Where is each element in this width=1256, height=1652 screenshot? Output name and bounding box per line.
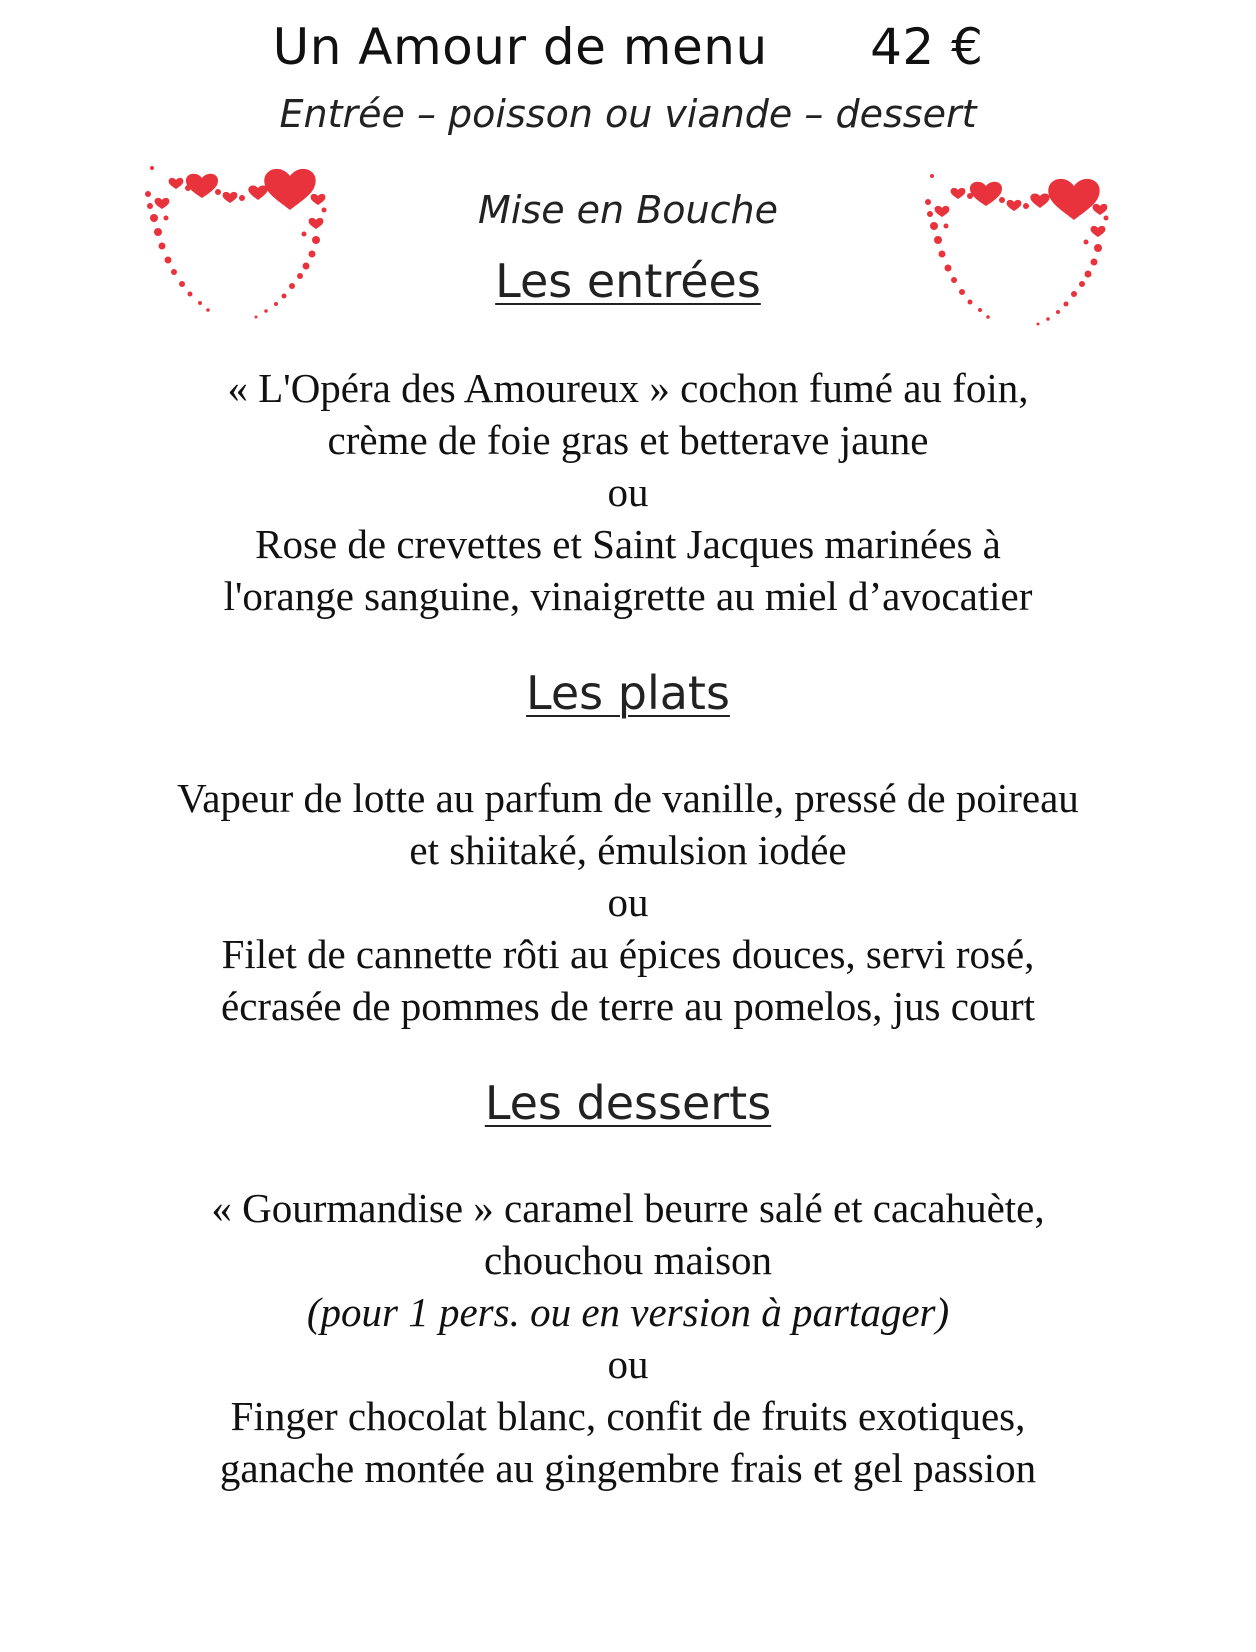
list-item: Rose de crevettes et Saint Jacques marinées à: [255, 521, 1001, 567]
list-item: ganache montée au gingembre frais et gel passion: [219, 1445, 1037, 1491]
desserts-list: [0, 1182, 1256, 1494]
plats-list: [0, 772, 1256, 1032]
list-item: « Gourmandise » caramel beurre salé et cacahuète,: [211, 1185, 1045, 1231]
entrees-heading-text: Les entrées: [495, 254, 761, 308]
menu-title: Un Amour de menu: [272, 18, 768, 76]
list-item: ou: [607, 879, 649, 925]
plats-heading: [0, 666, 1256, 720]
list-item: ou: [607, 1341, 649, 1387]
plats-heading-text: Les plats: [526, 666, 730, 720]
list-item: « L'Opéra des Amoureux » cochon fumé au foin,: [227, 365, 1029, 411]
menu-subtitle: Entrée – poisson ou viande – dessert: [279, 92, 977, 136]
list-item: et shiitaké, émulsion iodée: [409, 827, 847, 873]
list-item: Vapeur de lotte au parfum de vanille, pressé de poireau: [177, 775, 1079, 821]
list-item: (pour 1 pers. ou en version à partager): [306, 1289, 950, 1335]
entrees-heading: [0, 254, 1256, 308]
list-item: Filet de cannette rôti au épices douces, servi rosé,: [221, 931, 1035, 977]
list-item: chouchou maison: [483, 1237, 773, 1283]
menu-title-row: [0, 18, 1256, 76]
desserts-heading-text: Les desserts: [484, 1076, 772, 1130]
desserts-heading: [0, 1076, 1256, 1130]
list-item: Finger chocolat blanc, confit de fruits exotiques,: [230, 1393, 1026, 1439]
entrees-list: [0, 362, 1256, 622]
list-item: écrasée de pommes de terre au pomelos, jus court: [221, 983, 1035, 1029]
list-item: crème de foie gras et betterave jaune: [327, 417, 929, 463]
menu-price: 42 €: [870, 18, 984, 76]
list-item: l'orange sanguine, vinaigrette au miel d’avocatier: [223, 573, 1033, 619]
mise-en-bouche-label: Mise en Bouche: [478, 188, 778, 232]
list-item: ou: [607, 469, 649, 515]
